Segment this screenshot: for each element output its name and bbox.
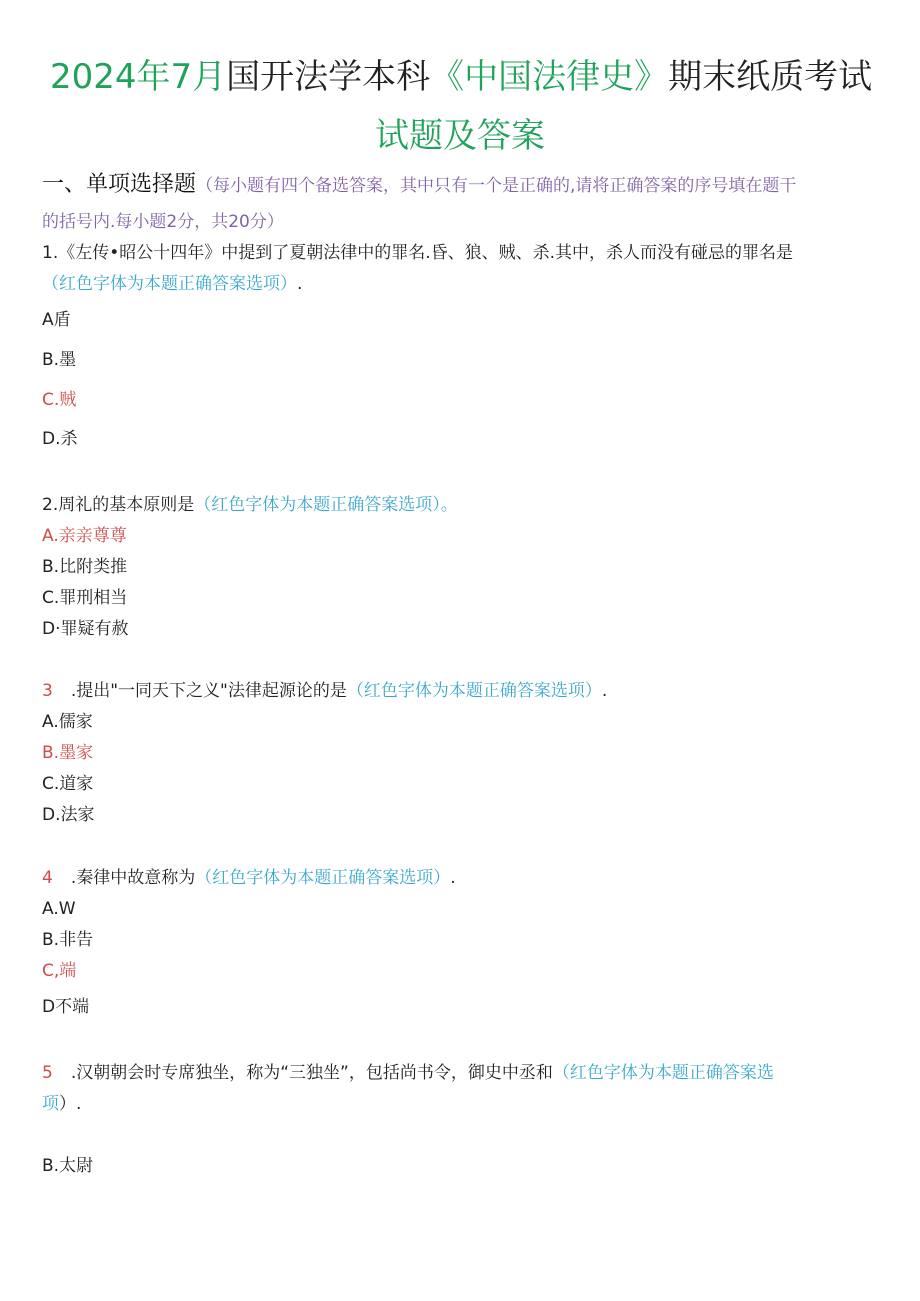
question-tail: ）. — [59, 1094, 82, 1114]
answer-hint: （红色字体为本题正确答案选 — [552, 1063, 774, 1083]
question-2-option-c: C.罪刑相当 — [42, 588, 128, 608]
question-1-option-c-correct: C.贼 — [42, 390, 77, 410]
question-tail: . — [601, 681, 608, 701]
question-3-number: 3 — [42, 681, 53, 701]
section-title: 一、单项选择题 — [42, 172, 197, 197]
question-5-hint-line — [42, 1091, 81, 1117]
question-1-option-a: A盾 — [42, 310, 71, 330]
question-5-number: 5 — [42, 1063, 53, 1083]
question-tail: 。 — [440, 495, 458, 515]
section-instructions-cont: 的括号内.每小题2分，共20分） — [42, 212, 284, 232]
section-instructions: （每小题有四个备选答案，其中只有一个是正确的,请将正确答案的序号填在题干 — [196, 176, 797, 196]
question-2-stem: 2.周礼的基本原则是 — [42, 495, 195, 515]
answer-hint: （红色字体为本题正确答案选项） — [42, 274, 297, 294]
title-program: 国开法学本科 — [226, 57, 431, 97]
question-4-option-d: D不端 — [42, 997, 90, 1017]
question-1-stem: 1.《左传•昭公十四年》中提到了夏朝法律中的罪名.昏、狼、贼、杀.其中，杀人而没有碰忌的罪名是 — [42, 243, 794, 263]
question-4-option-a: A.W — [42, 899, 76, 919]
document-title — [50, 55, 872, 99]
question-3-stem: .提出"一同天下之义"法律起源论的是 — [70, 681, 347, 701]
question-1-hint-line — [42, 271, 302, 297]
question-5-stem-line — [42, 1060, 774, 1086]
title-exam: 期末纸质考试 — [668, 57, 873, 97]
question-2-option-b: B.比附类推 — [42, 557, 128, 577]
answer-hint: （红色字体为本题正确答案选项） — [195, 868, 451, 888]
question-4-stem-line — [42, 865, 456, 891]
question-3-option-c: C.道家 — [42, 774, 94, 794]
question-3-stem-line — [42, 678, 607, 704]
answer-hint: （红色字体为本题正确答案选项） — [346, 681, 602, 701]
document-subtitle: 试题及答案 — [375, 116, 545, 156]
question-3-option-a: A.儒家 — [42, 712, 93, 732]
title-course: 《中国法律史》 — [430, 57, 669, 97]
question-2-option-a-correct: A.亲亲尊尊 — [42, 526, 127, 546]
title-date: 2024年7月 — [50, 57, 227, 97]
answer-hint-cont: 项 — [42, 1094, 59, 1114]
question-3-option-d: D.法家 — [42, 805, 95, 825]
question-4-number: 4 — [42, 868, 53, 888]
question-tail: . — [297, 274, 303, 294]
question-3-option-b-correct: B.墨家 — [42, 743, 94, 763]
question-tail: . — [450, 868, 456, 888]
section-heading — [42, 170, 796, 200]
question-2-option-d: D·罪疑有赦 — [42, 619, 129, 639]
question-5-option-b: B.太尉 — [42, 1156, 94, 1176]
question-4-option-c-correct: C,端 — [42, 961, 77, 981]
question-4-stem: .秦律中故意称为 — [70, 868, 196, 888]
question-5-stem: .汉朝朝会时专席独坐，称为“三独坐”，包括尚书令，御史中丞和 — [70, 1063, 553, 1083]
question-4-option-b: B.非告 — [42, 930, 94, 950]
answer-hint: （红色字体为本题正确答案选项） — [194, 495, 441, 515]
question-1-option-d: D.杀 — [42, 429, 78, 449]
question-1-option-b: B.墨 — [42, 350, 77, 370]
question-2-stem-line — [42, 492, 458, 518]
